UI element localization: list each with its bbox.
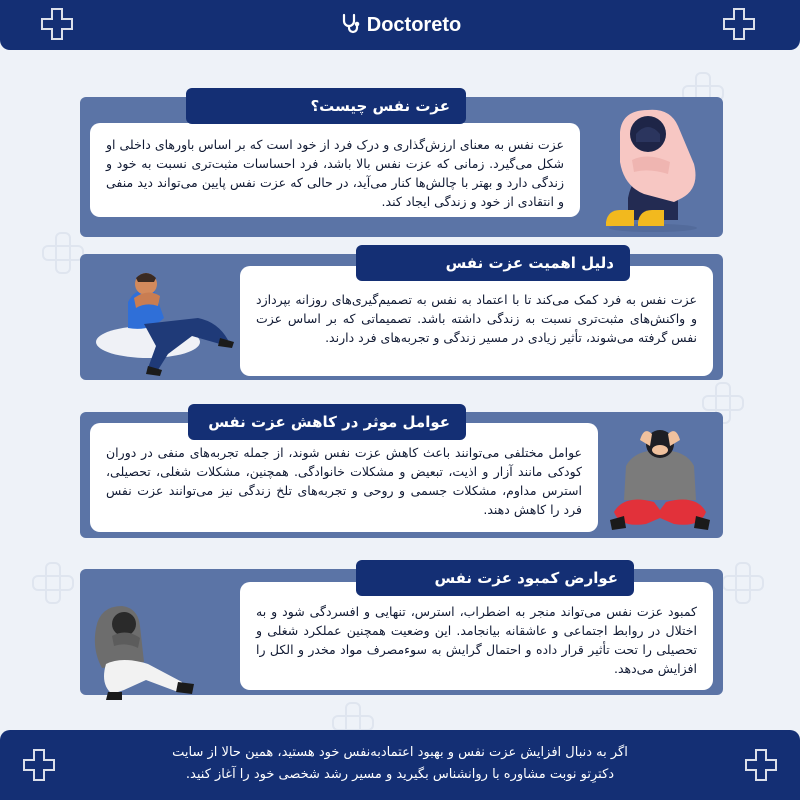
- section-body-factors: عوامل مختلفی می‌توانند باعث کاهش عزت نفس شوند، از جمله تجربه‌های منفی در دوران کودکی مانند آزار و اذیت، تبعیض و مشکلات خانوادگی. همچنین، مشکلات شغلی، تحصیلی، استرس مداوم، مشکلات جسمی و روحی و تجربه‌های تلخ زندگی نیز می‌توانند عزت نفس فرد را کاهش دهند.: [90, 423, 598, 532]
- section-body-importance: عزت نفس به فرد کمک می‌کند تا با اعتماد به نفس به تصمیم‌گیری‌های روزانه بپردازد و واکنش‌های مثبت‌تری نسبت به زندگی داشته باشد. تصمیماتی که بر اساس عزت نفس گرفته می‌شوند، تأثیر زیادی در مسیر زندگی و تجربه‌های فرد دارند.: [240, 266, 713, 376]
- medical-cross-icon: [744, 748, 778, 782]
- footer-line-1: اگر به دنبال افزایش عزت نفس و بهبود اعتمادبه‌نفس خود هستید، همین حالا از سایت: [172, 745, 628, 760]
- brand-logo[interactable]: [0, 0, 800, 50]
- background-cross-decoration: [720, 560, 766, 606]
- background-cross-decoration: [30, 560, 76, 606]
- crouching-person-illustration: [82, 598, 200, 706]
- sitting-figure-illustration: [598, 102, 708, 234]
- section-title-factors: عوامل موثر در کاهش عزت نفس: [188, 404, 466, 440]
- stethoscope-icon: [339, 12, 361, 38]
- section-title-what-is: عزت نفس چیست؟: [186, 88, 466, 124]
- worried-man-illustration: [88, 262, 238, 380]
- brand-name: Doctoreto: [366, 13, 462, 36]
- section-title-effects: عوارض کمبود عزت نفس: [356, 560, 634, 596]
- section-title-importance: دلیل اهمیت عزت نفس: [356, 245, 630, 281]
- section-body-effects: کمبود عزت نفس می‌تواند منجر به اضطراب، استرس، تنهایی و افسردگی شود و به اختلال در روابط اجتماعی و عاشقانه بیانجامد. این وضعیت همچنین عملکرد شغلی و تحصیلی را تحت تأثیر قرار داده و احتمال گرایش به سوءمصرف مواد مخدر و الکل را افزایش می‌دهد.: [240, 582, 713, 690]
- section-body-what-is: عزت نفس به معنای ارزش‌گذاری و درک فرد از خود است که بر اساس باورهای داخلی او شکل می‌گیرد. زمانی که عزت نفس بالا باشد، فرد احساسات مثبت‌تری نسبت به خود و زندگی دارد و بهتر با چالش‌ها کنار می‌آید، در حالی که عزت نفس پایین می‌تواند دید منفی و انتقادی از خود و زندگی ایجاد کند.: [90, 123, 580, 217]
- stressed-person-illustration: [604, 416, 716, 538]
- header-bar: [0, 0, 800, 50]
- footer-line-2: دکترِتو نوبت مشاوره با روانشناس بگیرید و مسیر رشد شخصی خود را آغاز کنید.: [185, 767, 615, 782]
- footer-bar: [0, 730, 800, 800]
- footer-call-to-action: [90, 742, 710, 786]
- medical-cross-icon: [22, 748, 56, 782]
